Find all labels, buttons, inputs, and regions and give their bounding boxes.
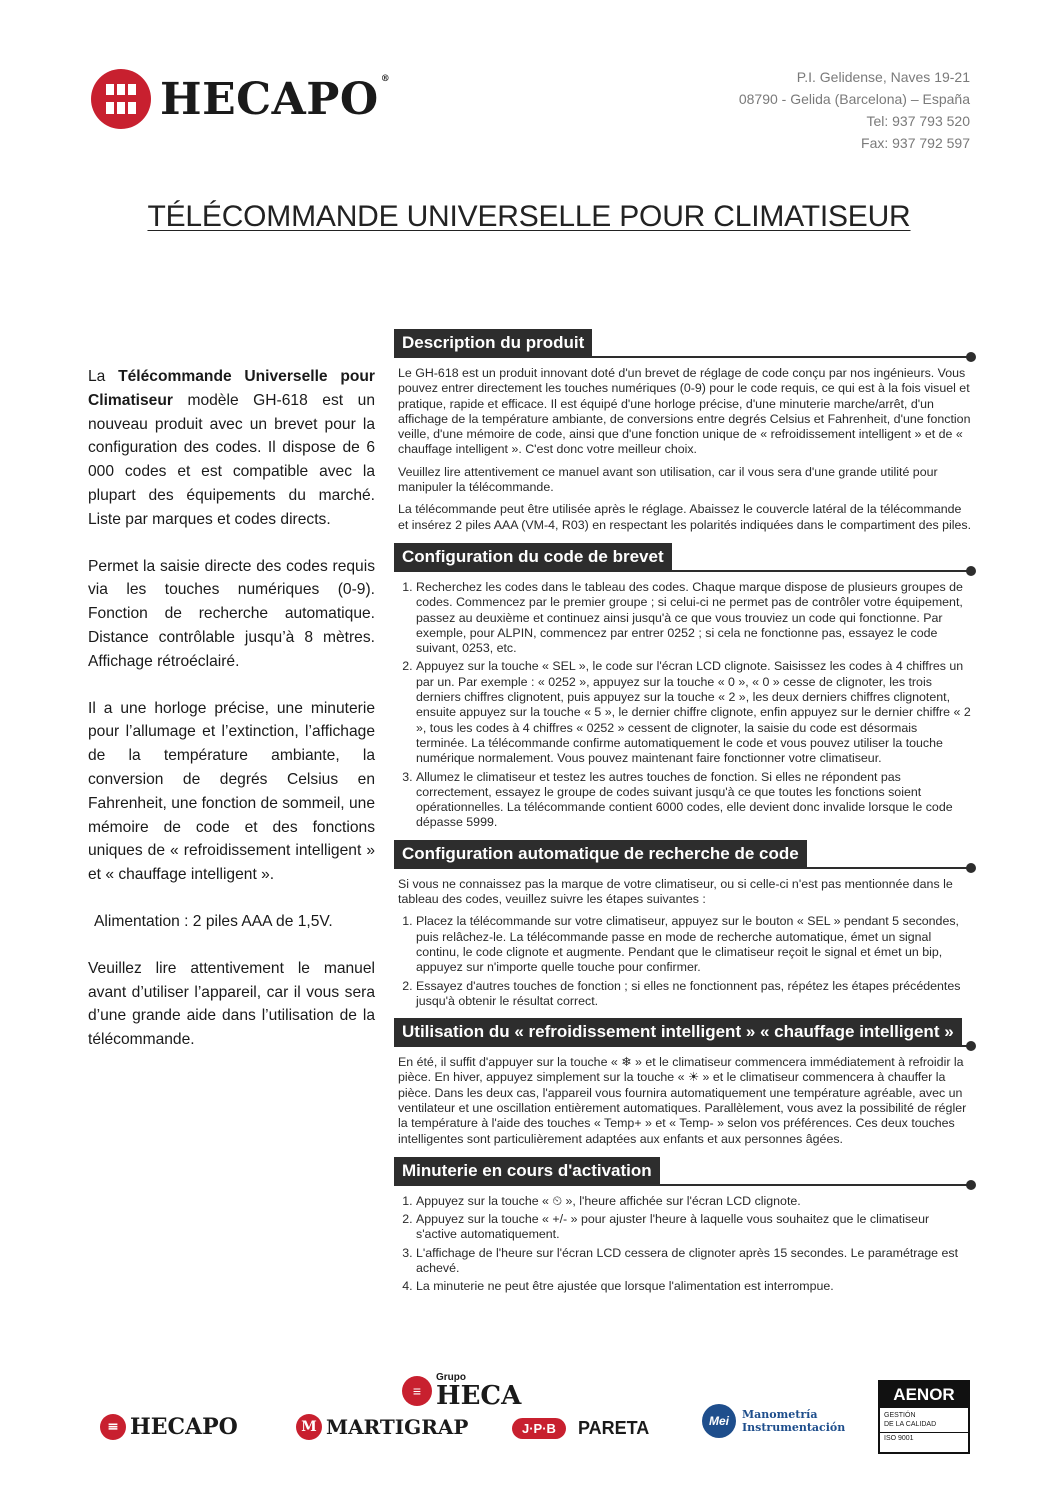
section-text: Le GH-618 est un produit innovant doté d'un brevet de réglage de code conçu par nos ingénieurs. Vous pouvez entrer directement les touches numériques (0-9) pour le code requis, ce qui est à la fois visuel et pratique, rapide et efficace. Il est équipé d'une horloge précise, d'une minuterie marche/arrêt, d'un affichage de la température ambiante, de conversions entre degrés Celsius et Fahrenheit, d'une fonction veille, d'une mémoire de code, ainsi que d'une fonction unique de « refroidissement intelligent » et de « chauffage intelligent ». C'est donc votre meilleur choix. bbox=[398, 366, 971, 457]
section-description bbox=[394, 326, 976, 533]
bullet-dot-icon bbox=[966, 1180, 976, 1190]
hecapo-mark-icon: ≡ bbox=[100, 1414, 126, 1440]
bullet-dot-icon bbox=[966, 863, 976, 873]
brand-name: HECAPO ® bbox=[160, 73, 391, 125]
document-title: TÉLÉCOMMANDE UNIVERSELLE POUR CLIMATISEUR bbox=[147, 200, 911, 233]
intro-column bbox=[88, 365, 375, 1075]
list-item: 4. La minuterie ne peut être ajustée que lorsque l'alimentation est interrompue. bbox=[416, 1279, 972, 1294]
section-heading: Utilisation du « refroidissement intelligent » « chauffage intelligent » bbox=[394, 1015, 976, 1047]
list-item: 3. L'affichage de l'heure sur l'écran LCD cessera de clignoter après 15 secondes. Le paramétrage est achevé. bbox=[416, 1246, 972, 1277]
company-address bbox=[739, 66, 970, 154]
list-item: 1. Recherchez les codes dans le tableau des codes. Chaque marque dispose de plusieurs groupes de codes. Commencez par le premier groupe ; si celui-ci ne permet pas de contrôler votre équipement, passez au deuxième et continuez ainsi jusqu'à ce que vous trouviez un code qui fonctionne. Par exemple, pour ALPIN, commencez par entrer 0252 ; si cela ne fonctionne pas, essayez le code suivant, 0253, etc. bbox=[416, 580, 972, 656]
aenor-certification-badge: AENOR GESTIÓN DE LA CALIDAD ISO 9001 bbox=[878, 1380, 970, 1454]
list-item: 3. Allumez le climatiseur et testez les autres touches de fonction. Si elles ne répondent pas correctement, essayez le groupe de codes suivant jusqu'à ce que toutes les fonctions soient opérationnelles. La télécommande contient 6000 codes, elle devient donc invalide lorsque le code dépasse 5999. bbox=[416, 770, 972, 831]
address-fax: Fax: 937 792 597 bbox=[861, 135, 970, 151]
manometria-logo: Mei Manometría Instrumentación bbox=[702, 1404, 845, 1438]
address-phone: Tel: 937 793 520 bbox=[866, 113, 970, 129]
manual-paragraph: Veuillez lire attentivement le manuel avant d’utiliser l’appareil, car il vous sera d’une grande aide dans l’utilisation de la télécommande. bbox=[88, 959, 375, 1049]
section-smart-mode bbox=[394, 1015, 976, 1147]
bullet-dot-icon bbox=[966, 352, 976, 362]
section-heading: Description du produit bbox=[394, 326, 976, 358]
list-item: 2. Appuyez sur la touche « +/- » pour ajuster l'heure à laquelle vous souhaitez que le climatiseur s'active automatiquement. bbox=[416, 1212, 972, 1243]
footer-hecapo-logo: ≡ HECAPO bbox=[100, 1414, 238, 1440]
hecapo-logo-icon bbox=[90, 68, 152, 130]
functions-paragraph: Il a une horloge précise, une minuterie pour l’allumage et l’extinction, l’affichage de la température ambiante, la conversion de degrés Celsius en Fahrenheit, une fonction de sommeil, une mémoire de code et des fonctions uniques de « refroidissement intelligent » et « chauffage intelligent ». bbox=[88, 699, 375, 884]
mei-globe-icon: Mei bbox=[702, 1404, 736, 1438]
section-heading: Configuration du code de brevet bbox=[394, 540, 976, 572]
intro-paragraph: La Télécommande Universelle pour Climatiseur modèle GH-618 est un nouveau produit avec un brevet pour la configuration des codes. Il dispose de 6 000 codes et est compatible avec la plupart des équipements du marché. Liste par marques et codes directs. bbox=[88, 368, 375, 528]
features-paragraph: Permet la saisie directe des codes requis via les touches numériques (0-9). Fonction de recherche automatique. Distance contrôlable jusqu’à 8 mètres. Affichage rétroéclairé. bbox=[88, 557, 375, 670]
section-auto-search bbox=[394, 837, 976, 1009]
manual-column bbox=[394, 326, 976, 1298]
jpb-badge: J·P·B bbox=[512, 1418, 566, 1439]
section-text: Veuillez lire attentivement ce manuel avant son utilisation, car il vous sera d'une grande utilité pour manipuler la télécommande. bbox=[398, 464, 938, 495]
section-text: En été, il suffit d'appuyer sur la touche « ❄ » et le climatiseur commencera immédiatement à refroidir la pièce. En hiver, appuyez simplement sur la touche « ☀ » et le climatiseur commencera à chauffer la pièce. Dans les deux cas, l'appareil vous fournira automatiquement une température agréable, avec un ventilateur et une oscillation entièrement automatiques. Parallèlement, vous avez la possibilité de régler la température à l'aide des touches « Temp+ » et « Temp- » selon vos préférences. Ces deux touches intelligentes sont particulièrement adaptées aux enfants et aux personnes âgées. bbox=[398, 1055, 967, 1146]
hecapo-logo bbox=[90, 66, 450, 132]
list-item: 1. Placez la télécommande sur votre climatiseur, appuyez sur le bouton « SEL » pendant 5 secondes, puis relâchez-le. La télécommande passe en mode de recherche automatique, émet un signal continu, le code clignote et augmente. Pendant que le climatiseur reçoit le signal et émet un bip, appuyez sur n'importe quelle touche pour confirmer. bbox=[416, 914, 972, 975]
address-line-1: P.I. Gelidense, Naves 19-21 bbox=[796, 69, 970, 85]
section-heading: Configuration automatique de recherche de code bbox=[394, 837, 976, 869]
section-timer bbox=[394, 1154, 976, 1295]
martigrap-mark-icon: M bbox=[296, 1414, 322, 1440]
martigrap-logo: M MARTIGRAP bbox=[296, 1414, 468, 1440]
heca-mark-icon: ≡ bbox=[402, 1376, 432, 1406]
list-item: 2. Appuyez sur la touche « SEL », le code sur l'écran LCD clignote. Saisissez les codes à 4 chiffres un par un. Par exemple : « 0252 », appuyez sur la touche « 0 », « 0 » cesse de clignoter, les trois derniers chiffres clignotent, puis appuyez sur la touche « 2 », les deux derniers chiffres clignotent, ensuite appuyez sur la touche « 5 », le dernier chiffre clignote, enfin appuyez sur le dernier chiffre « 2 », tous les codes à 4 chiffres « 0252 » cessent de clignoter, la saisie du code est désormais terminée. La télécommande confirme automatiquement le code et vous pouvez utiliser la touche numérique normalement. Vous pouvez maintenant faire fonctionner votre climatiseur. bbox=[416, 659, 972, 766]
grupo-heca-logo: ≡ Grupo HECA bbox=[402, 1372, 521, 1409]
list-item: 1. Appuyez sur la touche « ⏲ », l'heure affichée sur l'écran LCD clignote. bbox=[416, 1194, 972, 1209]
list-item: 2. Essayez d'autres touches de fonction ; si elles ne fonctionnent pas, répétez les étapes précédentes jusqu'à obtenir le résultat correct. bbox=[416, 979, 972, 1010]
section-text: Si vous ne connaissez pas la marque de votre climatiseur, ou si celle-ci n'est pas mentionnée dans le tableau des codes, veuillez suivre les étapes suivantes : bbox=[398, 876, 953, 907]
section-patent-code bbox=[394, 540, 976, 831]
address-line-2: 08790 - Gelida (Barcelona) – España bbox=[738, 91, 970, 107]
jpb-pareta-logo: J·P·B PARETA bbox=[512, 1418, 649, 1439]
section-heading: Minuterie en cours d'activation bbox=[394, 1154, 976, 1186]
section-text: La télécommande peut être utilisée après le réglage. Abaissez le couvercle latéral de la télécommande et insérez 2 piles AAA (VM-4, R03) en respectant les polarités indiquées dans le compartiment des piles. bbox=[398, 502, 972, 532]
bullet-dot-icon bbox=[966, 566, 976, 576]
power-paragraph: Alimentation : 2 piles AAA de 1,5V. bbox=[94, 912, 333, 930]
